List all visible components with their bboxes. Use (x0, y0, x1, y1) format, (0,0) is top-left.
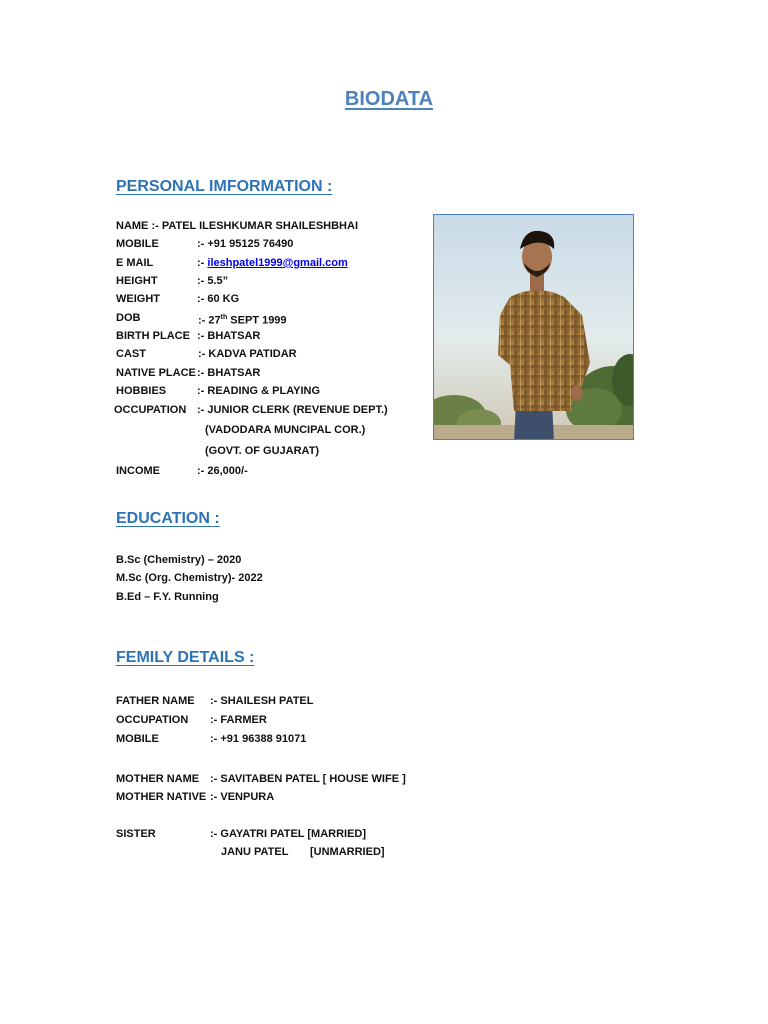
sister-label: SISTER (116, 828, 156, 840)
personal-heading: PERSONAL IMFORMATION : (116, 178, 333, 195)
height-value: :- 5.5” (197, 275, 229, 287)
education-heading: EDUCATION : (116, 510, 220, 527)
occupation-label: OCCUPATION (114, 404, 187, 416)
education-item: M.Sc (Org. Chemistry)- 2022 (116, 572, 263, 584)
father-occupation-label: OCCUPATION (116, 714, 189, 726)
cast-value: :- KADVA PATIDAR (198, 348, 297, 360)
father-name-label: FATHER NAME (116, 695, 195, 707)
height-label: HEIGHT (116, 275, 158, 287)
income-label: INCOME (116, 465, 160, 477)
cast-label: CAST (116, 348, 146, 360)
family-heading: FEMILY DETAILS : (116, 649, 255, 666)
mother-name-label: MOTHER NAME (116, 773, 200, 785)
occupation-government: (GOVT. OF GUJARAT) (205, 445, 320, 457)
father-mobile-value: :- +91 96388 91071 (210, 733, 307, 745)
father-name-value: :- SHAILESH PATEL (210, 695, 314, 707)
profile-photo-image (434, 215, 634, 440)
email-value (197, 256, 348, 270)
profile-photo (433, 214, 634, 440)
native-place-value: :- BHATSAR (197, 367, 261, 379)
email-label: E MAIL (116, 257, 154, 269)
mother-native-label: MOTHER NATIVE (116, 791, 207, 803)
birth-place-value: :- BHATSAR (197, 330, 261, 342)
mother-name-value: :- SAVITABEN PATEL [ HOUSE WIFE ] (210, 773, 406, 785)
mobile-label: MOBILE (116, 238, 159, 250)
sister-2-name: JANU PATEL (221, 846, 289, 858)
email-link[interactable]: ileshpatel1999@gmail.com (207, 257, 348, 269)
page-title (0, 88, 768, 111)
page-title-text: BIODATA (344, 88, 434, 110)
email-separator: :- (197, 257, 208, 269)
sister-value: :- GAYATRI PATEL [MARRIED] (210, 828, 367, 840)
dob-label: DOB (116, 312, 141, 324)
dob-value (198, 311, 287, 328)
dob-day-suffix: th (220, 314, 228, 321)
native-place-label: NATIVE PLACE (116, 367, 196, 379)
hobbies-value: :- READING & PLAYING (197, 385, 321, 397)
father-occupation-value: :- FARMER (210, 714, 267, 726)
birth-place-label: BIRTH PLACE (116, 330, 190, 342)
dob-month-year: SEPT 1999 (227, 314, 287, 327)
mobile-value: :- +91 95125 76490 (197, 238, 294, 250)
father-mobile-label: MOBILE (116, 733, 159, 745)
hobbies-label: HOBBIES (116, 385, 167, 397)
weight-label: WEIGHT (116, 293, 160, 305)
sister-2-status: [UNMARRIED] (310, 846, 385, 858)
education-item: B.Ed – F.Y. Running (116, 591, 219, 603)
income-value: :- 26,000/- (197, 465, 248, 477)
dob-day: :- 27 (198, 314, 221, 327)
mother-native-value: :- VENPURA (210, 791, 275, 803)
education-item: B.Sc (Chemistry) – 2020 (116, 554, 242, 566)
weight-value: :- 60 KG (197, 293, 240, 305)
name-line: NAME :- PATEL ILESHKUMAR SHAILESHBHAI (116, 220, 358, 232)
occupation-employer: (VADODARA MUNCIPAL COR.) (205, 424, 366, 436)
occupation-value: :- JUNIOR CLERK (REVENUE DEPT.) (197, 404, 388, 416)
